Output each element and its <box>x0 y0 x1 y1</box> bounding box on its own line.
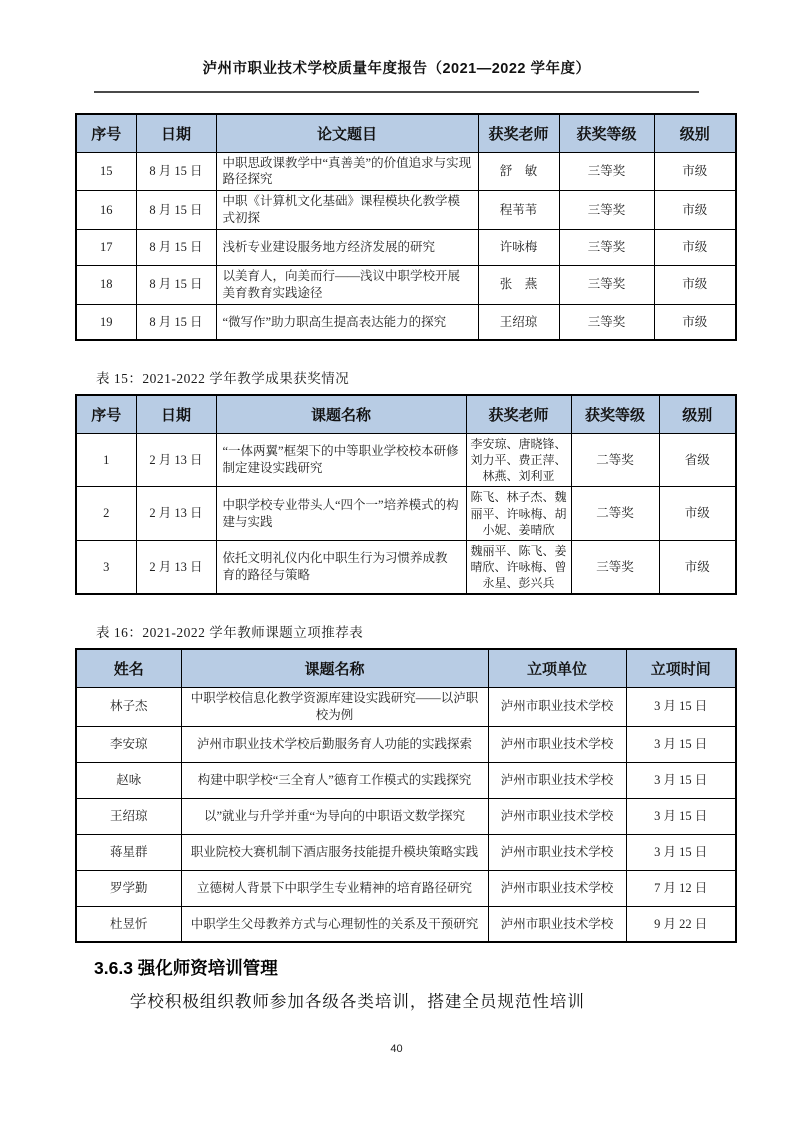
table-cell: 二等奖 <box>571 487 659 541</box>
column-header: 级别 <box>654 114 736 152</box>
table-cell: 18 <box>76 266 136 305</box>
table-cell: 2 月 13 日 <box>136 487 216 541</box>
table-row <box>76 906 736 942</box>
teacher-projects-table <box>75 648 737 943</box>
table-cell: 泸州市职业技术学校 <box>488 798 626 834</box>
teaching-results-table <box>75 394 737 595</box>
table-cell: 3 月 15 日 <box>626 798 736 834</box>
table-cell: 泸州市职业技术学校 <box>488 906 626 942</box>
table-cell: 构建中职学校“三全育人”德育工作模式的实践探究 <box>181 762 488 798</box>
column-header: 序号 <box>76 395 136 433</box>
table-cell: 职业院校大赛机制下酒店服务技能提升模块策略实践 <box>181 834 488 870</box>
table-row <box>76 230 736 266</box>
table-cell: 3 月 15 日 <box>626 762 736 798</box>
table-header-row <box>76 395 736 433</box>
table-header-row <box>76 114 736 152</box>
table-cell: 7 月 12 日 <box>626 870 736 906</box>
table-cell: 立德树人背景下中职学生专业精神的培育路径研究 <box>181 870 488 906</box>
table-cell: 罗学勤 <box>76 870 181 906</box>
table-cell: 张 燕 <box>478 266 559 305</box>
table-cell: 赵咏 <box>76 762 181 798</box>
table-row <box>76 762 736 798</box>
table-header-row <box>76 649 736 687</box>
table-cell: 8 月 15 日 <box>136 266 216 305</box>
table-row <box>76 798 736 834</box>
table-cell: 舒 敏 <box>478 152 559 191</box>
table-cell: 市级 <box>659 487 736 541</box>
column-header: 姓名 <box>76 649 181 687</box>
column-header: 获奖老师 <box>466 395 571 433</box>
table-cell: 3 月 15 日 <box>626 834 736 870</box>
table-cell: 王绍琼 <box>76 798 181 834</box>
table-cell: 三等奖 <box>559 304 654 340</box>
table-cell: 魏丽平、陈飞、姜晴欣、许咏梅、曾永星、彭兴兵 <box>466 540 571 594</box>
table-cell: 浅析专业建设服务地方经济发展的研究 <box>216 230 478 266</box>
table-cell: 杜昱忻 <box>76 906 181 942</box>
table-cell: 市级 <box>654 266 736 305</box>
table-cell: 程苇苇 <box>478 191 559 230</box>
table15-caption: 表 15：2021-2022 学年教学成果获奖情况 <box>96 371 350 387</box>
table-cell: 市级 <box>654 304 736 340</box>
table16-caption: 表 16：2021-2022 学年教师课题立项推荐表 <box>96 625 364 641</box>
table-row <box>76 487 736 541</box>
table-cell: 林子杰 <box>76 687 181 726</box>
table-cell: 3 <box>76 540 136 594</box>
column-header: 级别 <box>659 395 736 433</box>
table-cell: “微写作”助力职高生提高表达能力的探究 <box>216 304 478 340</box>
table-cell: 中职学校信息化教学资源库建设实践研究——以泸职校为例 <box>181 687 488 726</box>
table-cell: 三等奖 <box>559 266 654 305</box>
table-cell: 以美育人，向美而行——浅议中职学校开展美育教育实践途径 <box>216 266 478 305</box>
page-number: 40 <box>390 1043 403 1055</box>
table-cell: 市级 <box>659 540 736 594</box>
table-cell: 3 月 15 日 <box>626 726 736 762</box>
table-cell: 以”就业与升学并重“为导向的中职语文数学探究 <box>181 798 488 834</box>
table-cell: 2 <box>76 487 136 541</box>
paper-awards-table <box>75 113 737 341</box>
column-header: 序号 <box>76 114 136 152</box>
table-cell: 泸州市职业技术学校 <box>488 870 626 906</box>
table-cell: 中职学校专业带头人“四个一”培养模式的构建与实践 <box>216 487 466 541</box>
table-cell: 李安琼、唐晓锋、刘力平、费正萍、林燕、刘利亚 <box>466 433 571 487</box>
table-row <box>76 152 736 191</box>
table-cell: 2 月 13 日 <box>136 540 216 594</box>
table-cell: 陈飞、林子杰、魏丽平、许咏梅、胡小妮、姜晴欣 <box>466 487 571 541</box>
table-cell: 8 月 15 日 <box>136 152 216 191</box>
column-header: 获奖老师 <box>478 114 559 152</box>
column-header: 日期 <box>136 395 216 433</box>
table-row <box>76 304 736 340</box>
column-header: 立项单位 <box>488 649 626 687</box>
table-cell: 中职学生父母教养方式与心理韧性的关系及干预研究 <box>181 906 488 942</box>
table-cell: 8 月 15 日 <box>136 304 216 340</box>
table-cell: 市级 <box>654 191 736 230</box>
table-cell: 三等奖 <box>571 540 659 594</box>
table-cell: 李安琼 <box>76 726 181 762</box>
table-row <box>76 266 736 305</box>
table-cell: 中职《计算机文化基础》课程模块化教学模式初探 <box>216 191 478 230</box>
column-header: 课题名称 <box>216 395 466 433</box>
table-row <box>76 191 736 230</box>
table-row <box>76 870 736 906</box>
table-cell: 9 月 22 日 <box>626 906 736 942</box>
table-row <box>76 834 736 870</box>
table-cell: 16 <box>76 191 136 230</box>
page-header-title: 泸州市职业技术学校质量年度报告（2021—2022 学年度） <box>202 61 591 77</box>
column-header: 论文题目 <box>216 114 478 152</box>
table-row <box>76 687 736 726</box>
table-cell: 蒋星群 <box>76 834 181 870</box>
column-header: 日期 <box>136 114 216 152</box>
table-cell: “一体两翼”框架下的中等职业学校校本研修制定建设实践研究 <box>216 433 466 487</box>
table-cell: 8 月 15 日 <box>136 191 216 230</box>
table-cell: 市级 <box>654 152 736 191</box>
table-cell: 泸州市职业技术学校 <box>488 762 626 798</box>
header-rule <box>94 91 699 93</box>
table-cell: 泸州市职业技术学校 <box>488 687 626 726</box>
column-header: 获奖等级 <box>559 114 654 152</box>
table-cell: 三等奖 <box>559 152 654 191</box>
table-row <box>76 540 736 594</box>
table-cell: 8 月 15 日 <box>136 230 216 266</box>
table-cell: 泸州市职业技术学校 <box>488 834 626 870</box>
table-cell: 泸州市职业技术学校后勤服务育人功能的实践探索 <box>181 726 488 762</box>
table-cell: 市级 <box>654 230 736 266</box>
column-header: 课题名称 <box>181 649 488 687</box>
table-row <box>76 726 736 762</box>
table-cell: 19 <box>76 304 136 340</box>
table-row <box>76 433 736 487</box>
table-cell: 1 <box>76 433 136 487</box>
table-cell: 依托文明礼仪内化中职生行为习惯养成教育的路径与策略 <box>216 540 466 594</box>
table-cell: 泸州市职业技术学校 <box>488 726 626 762</box>
table-cell: 王绍琼 <box>478 304 559 340</box>
table-cell: 15 <box>76 152 136 191</box>
column-header: 立项时间 <box>626 649 736 687</box>
table-cell: 省级 <box>659 433 736 487</box>
table-cell: 3 月 15 日 <box>626 687 736 726</box>
table-cell: 17 <box>76 230 136 266</box>
table-cell: 许咏梅 <box>478 230 559 266</box>
table-cell: 中职思政课教学中“真善美”的价值追求与实现路径探究 <box>216 152 478 191</box>
column-header: 获奖等级 <box>571 395 659 433</box>
body-paragraph: 学校积极组织教师参加各级各类培训，搭建全员规范性培训 <box>129 992 585 1012</box>
section-heading: 3.6.3 强化师资培训管理 <box>94 958 278 979</box>
table-cell: 三等奖 <box>559 191 654 230</box>
table-cell: 二等奖 <box>571 433 659 487</box>
table-cell: 三等奖 <box>559 230 654 266</box>
table-cell: 2 月 13 日 <box>136 433 216 487</box>
